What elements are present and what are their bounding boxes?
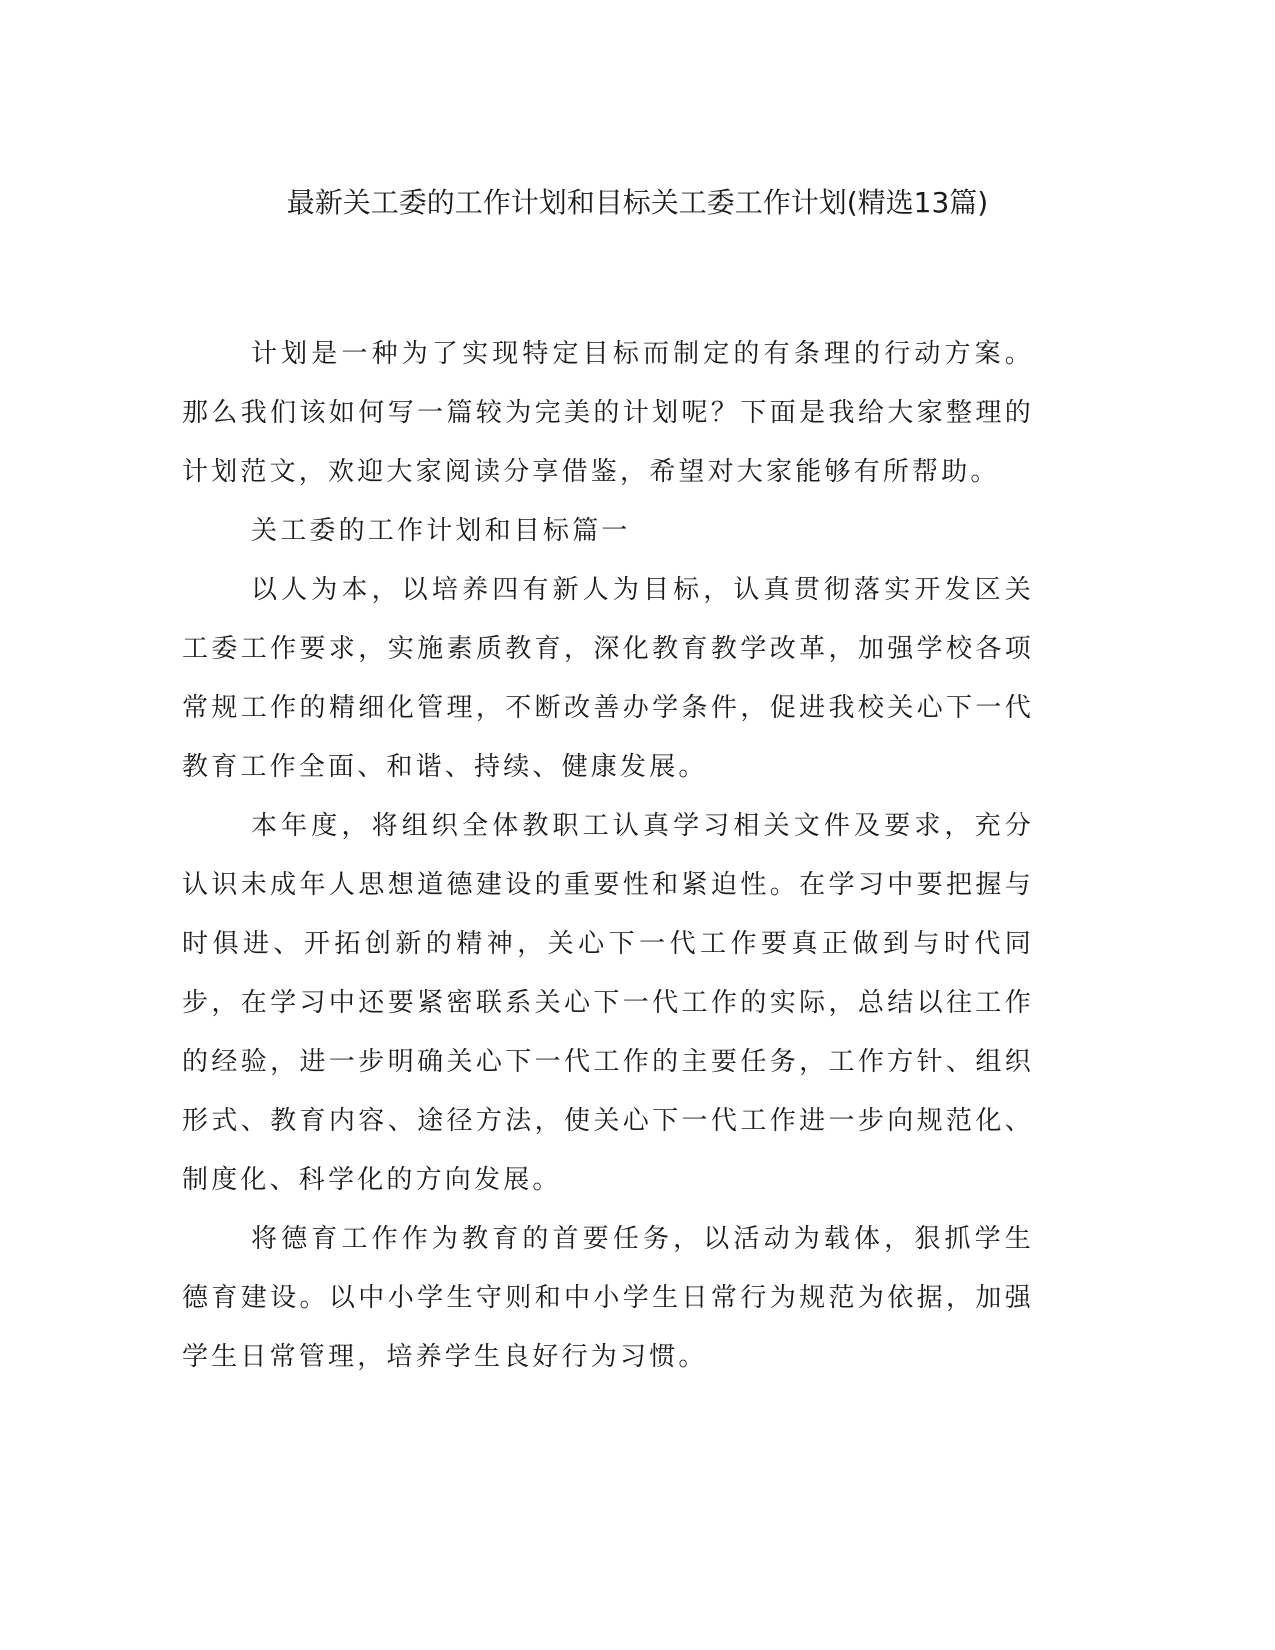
document-title: 最新关工委的工作计划和目标关工委工作计划(精选13篇): [286, 186, 989, 219]
section-heading: 关工委的工作计划和目标篇一: [251, 516, 631, 546]
body-paragraph-3: 将德育工作作为教育的首要任务，以活动为载体，狠抓学生德育建设。以中小学生守则和中小学生日常行为规范为依据，加强学生日常管理，培养学生良好行为习惯。: [182, 1224, 1034, 1372]
intro-paragraph: 计划是一种为了实现特定目标而制定的有条理的行动方案。那么我们该如何写一篇较为完美的计划呢？下面是我给大家整理的计划范文，欢迎大家阅读分享借鉴，希望对大家能够有所帮助。: [182, 339, 1034, 487]
document-body: [182, 325, 1034, 1387]
body-paragraph-1: 以人为本，以培养四有新人为目标，认真贯彻落实开发区关工委工作要求，实施素质教育，深化教育教学改革，加强学校各项常规工作的精细化管理，不断改善办学条件，促进我校关心下一代教育工作全面、和谐、持续、健康发展。: [182, 575, 1034, 782]
body-paragraph-2: 本年度，将组织全体教职工认真学习相关文件及要求，充分认识未成年人思想道德建设的重要性和紧迫性。在学习中要把握与时俱进、开拓创新的精神，关心下一代工作要真正做到与时代同步，在学习中还要紧密联系关心下一代工作的实际，总结以往工作的经验，进一步明确关心下一代工作的主要任务，工作方针、组织形式、教育内容、途径方法，使关心下一代工作进一步向规范化、制度化、科学化的方向发展。: [182, 811, 1034, 1195]
